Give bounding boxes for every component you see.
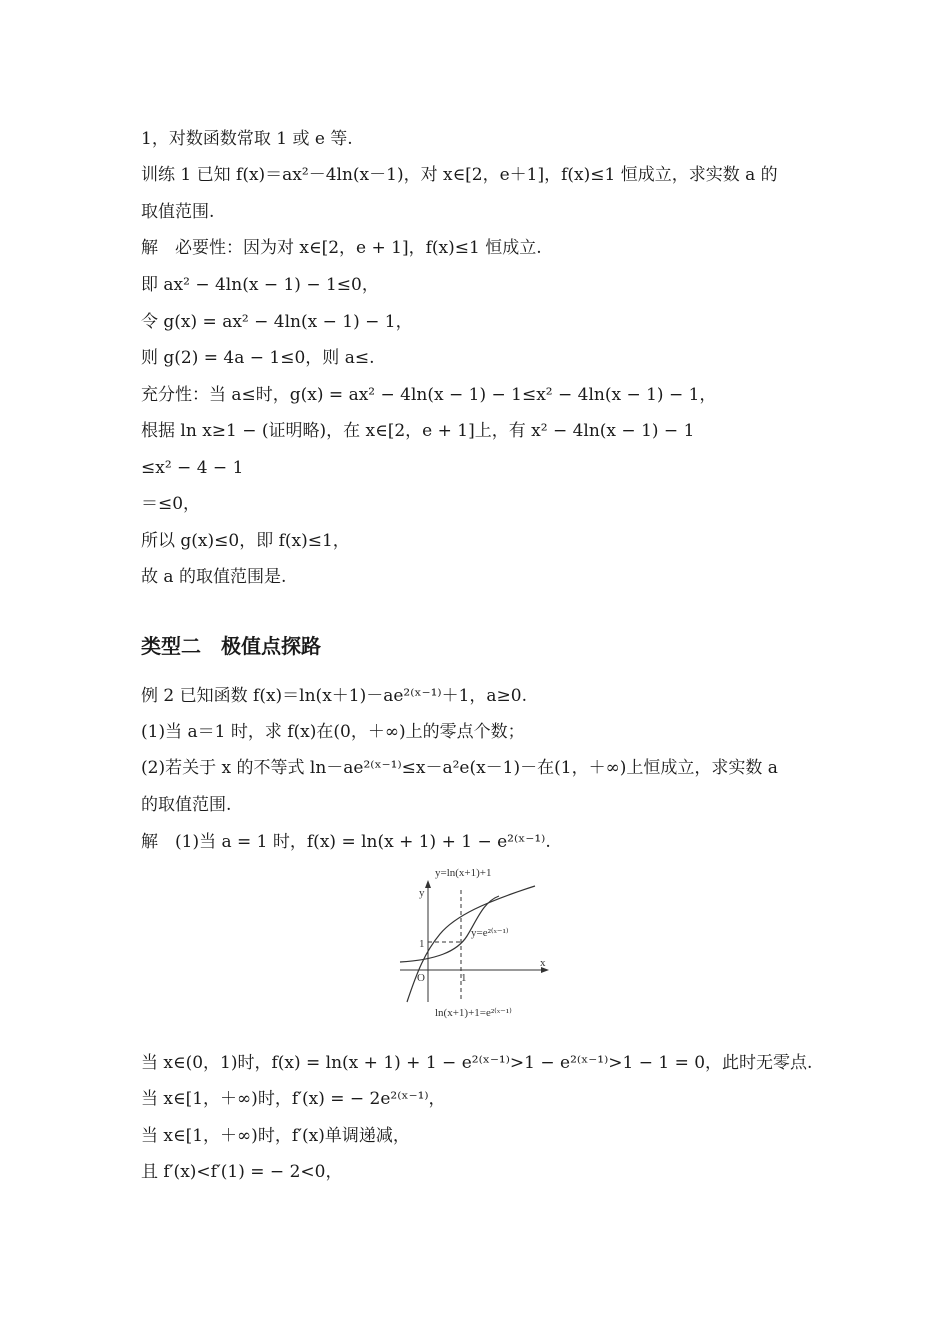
x-axis-label: x (540, 957, 546, 969)
exercise-1-statement-cont: 取值范围. (141, 202, 215, 222)
example-2-part-1: (1)当 a＝1 时，求 f(x)在(0，＋∞)上的零点个数； (141, 722, 525, 742)
origin-label: O (417, 972, 425, 984)
solution-step-7: 所以 g(x)≤0，即 f(x)≤1， (141, 531, 350, 551)
function-graph-figure (395, 862, 555, 1024)
solution-step-4: 根据 ln x≥1 − (证明略)，在 x∈[2，e + 1]上，有 x² − 4ln(x − 1) − 1 (141, 421, 695, 441)
solution-step-2: 令 g(x) = ax² − 4ln(x − 1) − 1， (141, 312, 413, 332)
solution-conclusion: 故 a 的取值范围是. (141, 567, 287, 587)
solution-step-10: 当 x∈[1，＋∞)时，f′(x)单调递减， (141, 1126, 410, 1146)
solution-step-6: ＝≤0， (141, 494, 201, 514)
label-equation: ln(x+1)+1=e²⁽ˣ⁻¹⁾ (435, 1007, 512, 1019)
y-tick-1: 1 (419, 938, 425, 950)
exercise-1-statement: 训练 1 已知 f(x)＝ax²－4ln(x－1)，对 x∈[2，e＋1]，f(x)≤1 恒成立，求实数 a 的 (141, 165, 778, 185)
label-curve-exp: y=e²⁽ˣ⁻¹⁾ (471, 927, 509, 939)
example-2-solution-start: 解 (1)当 a = 1 时，f(x) = ln(x + 1) + 1 − e²⁽ˣ⁻¹⁾. (141, 832, 551, 852)
label-curve-ln: y=ln(x+1)+1 (435, 867, 492, 879)
text-line-1: 1，对数函数常取 1 或 e 等. (141, 129, 353, 149)
solution-step-1: 即 ax² − 4ln(x − 1) − 1≤0， (141, 275, 379, 295)
solution-sufficiency: 充分性：当 a≤时，g(x) = ax² − 4ln(x − 1) − 1≤x² − 4ln(x − 1) − 1， (141, 385, 717, 405)
example-2-part-2: (2)若关于 x 的不等式 ln－ae²⁽ˣ⁻¹⁾≤x－a²e(x－1)－在(1，＋∞)上恒成立，求实数 a (141, 758, 778, 778)
solution-step-9: 当 x∈[1，＋∞)时，f′(x) = − 2e²⁽ˣ⁻¹⁾， (141, 1089, 446, 1109)
solution-step-8: 当 x∈(0，1)时，f(x) = ln(x + 1) + 1 − e²⁽ˣ⁻¹⁾>1 − e²⁽ˣ⁻¹⁾>1 − 1 = 0，此时无零点. (141, 1053, 813, 1073)
solution-step-11: 且 f′(x)<f′(1) = − 2<0， (141, 1162, 343, 1182)
example-2-part-2-cont: 的取值范围. (141, 795, 232, 815)
example-2-statement: 例 2 已知函数 f(x)＝ln(x＋1)－ae²⁽ˣ⁻¹⁾＋1，a≥0. (141, 686, 527, 706)
solution-necessity: 解 必要性：因为对 x∈[2，e + 1]，f(x)≤1 恒成立. (141, 238, 542, 258)
section-heading: 类型二 极值点探路 (141, 634, 321, 658)
y-axis-label: y (419, 887, 425, 899)
solution-step-3: 则 g(2) = 4a − 1≤0，则 a≤. (141, 348, 375, 368)
y-axis-arrow-icon (425, 880, 431, 888)
solution-step-5: ≤x² − 4 − 1 (141, 458, 244, 478)
x-tick-1: 1 (461, 972, 467, 984)
ln-curve (407, 886, 535, 1002)
